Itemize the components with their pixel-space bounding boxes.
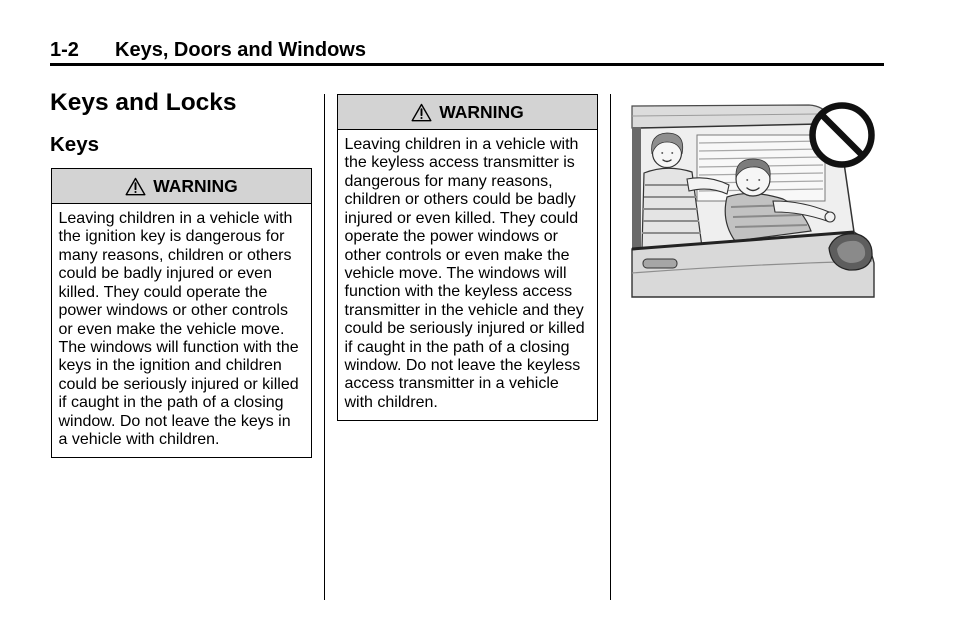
warning-text-line: power windows or other controls bbox=[58, 302, 288, 320]
warning-text-line: function with the keyless access bbox=[344, 283, 573, 301]
page-number: 1-2 bbox=[50, 39, 79, 61]
warning-text-line: The windows will function with the bbox=[58, 338, 299, 356]
warning-text-line: or even make the vehicle move. bbox=[58, 320, 285, 338]
warning-text-line: could be seriously injured or killed bbox=[58, 375, 299, 393]
warning-text-line: if caught in the path of a closing bbox=[58, 394, 284, 412]
prohibition-sign-icon bbox=[813, 106, 872, 165]
warning-box-ignition-key bbox=[51, 168, 312, 458]
warning-text-line: Leaving children in a vehicle with bbox=[58, 210, 293, 227]
warning-text-line: window. Do not leave the keyless bbox=[344, 357, 581, 375]
door-handle bbox=[643, 259, 677, 268]
warning-header bbox=[52, 169, 311, 204]
warning-text-line: window. Do not leave the keys in bbox=[58, 412, 291, 430]
warning-text-line: with children. bbox=[344, 393, 438, 411]
warning-text-line: vehicle move. The windows will bbox=[344, 264, 567, 282]
warning-text-line: a vehicle with children. bbox=[58, 431, 220, 449]
warning-body bbox=[52, 204, 311, 457]
warning-text-line: killed. They could operate the bbox=[58, 283, 268, 301]
section-heading: Keys bbox=[50, 133, 100, 156]
warning-text-line: keys in the ignition and children bbox=[58, 357, 282, 375]
warning-text-line: could be seriously injured or killed bbox=[344, 320, 585, 338]
boy-hand bbox=[825, 212, 835, 222]
exclamation-dot bbox=[135, 190, 137, 192]
column-divider bbox=[610, 94, 611, 600]
warning-box-keyless-transmitter bbox=[337, 94, 598, 421]
window-pillar bbox=[632, 127, 641, 249]
warning-body bbox=[338, 130, 597, 420]
warning-text-line: children or others could be badly bbox=[344, 191, 576, 209]
page-title: Keys and Locks bbox=[50, 89, 237, 116]
warning-label: WARNING bbox=[439, 102, 524, 122]
warning-text-line: many reasons, children or others bbox=[58, 246, 292, 264]
warning-text-line: Leaving children in a vehicle with bbox=[344, 136, 579, 153]
warning-text-line: dangerous for many reasons, bbox=[344, 172, 553, 190]
warning-triangle-icon bbox=[411, 103, 432, 122]
warning-text-line: the ignition key is dangerous for bbox=[58, 228, 285, 246]
column-divider bbox=[324, 94, 325, 600]
exclamation-dot bbox=[421, 116, 423, 118]
warning-text-line: transmitter in the vehicle and they bbox=[344, 301, 584, 319]
warning-text-line: operate the power windows or bbox=[344, 228, 558, 246]
warning-text-line: if caught in the path of a closing bbox=[344, 338, 570, 356]
header-rule bbox=[50, 63, 884, 66]
warning-text-line: the keyless access transmitter is bbox=[344, 154, 575, 172]
warning-text-line: injured or even killed. They could bbox=[344, 209, 579, 227]
running-section-title: Keys, Doors and Windows bbox=[115, 39, 366, 61]
warning-header bbox=[338, 95, 597, 130]
illustration-children-in-vehicle bbox=[631, 101, 877, 298]
warning-label: WARNING bbox=[153, 176, 238, 196]
warning-triangle-icon bbox=[125, 177, 146, 196]
warning-text-line: could be badly injured or even bbox=[58, 265, 272, 283]
warning-text-line: other controls or even make the bbox=[344, 246, 570, 264]
warning-text-line: access transmitter in a vehicle bbox=[344, 375, 559, 393]
